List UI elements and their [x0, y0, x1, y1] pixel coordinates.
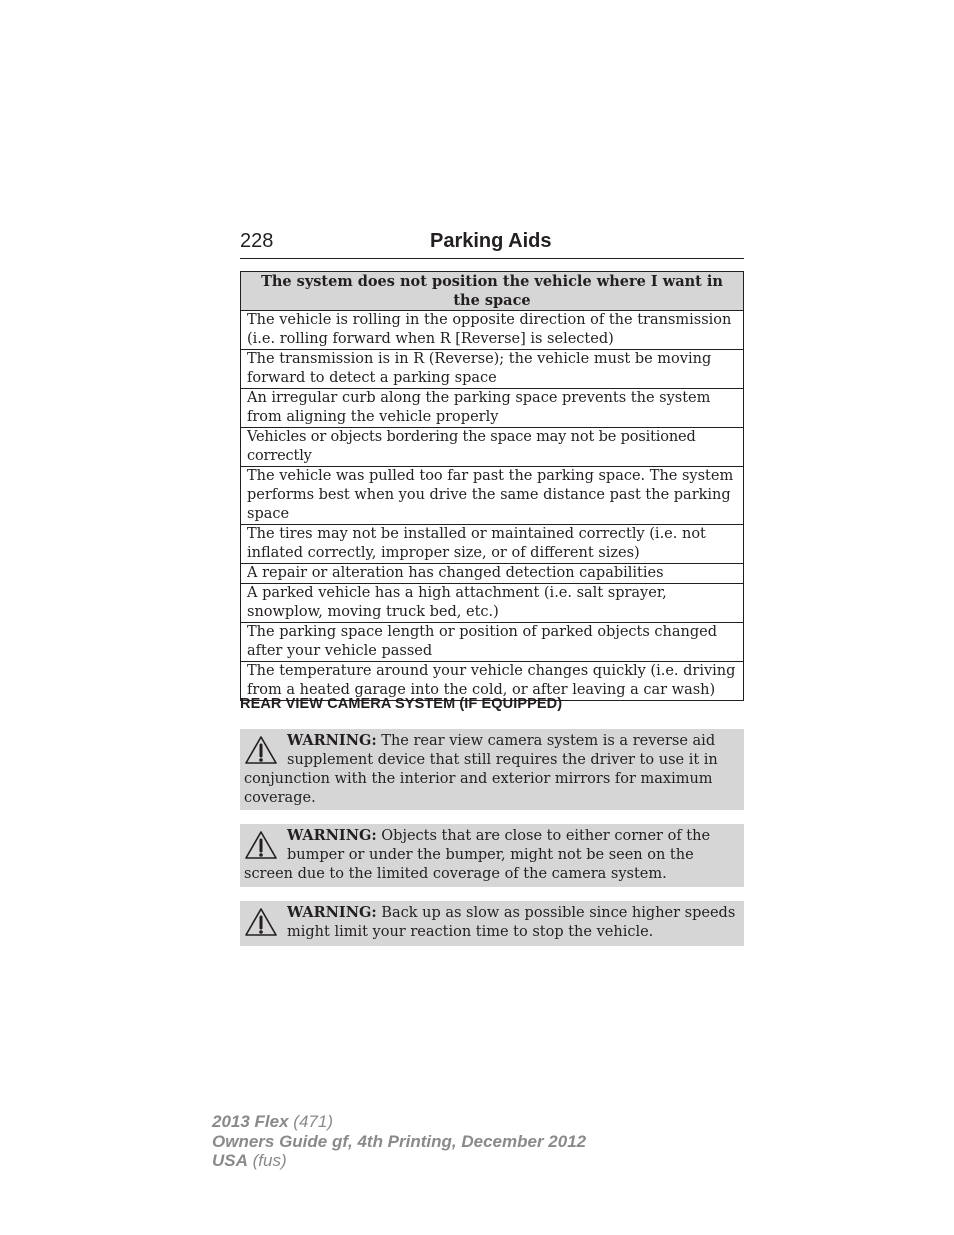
table-cell: The parking space length or position of parked objects changed after your vehicle passed	[241, 623, 744, 662]
footer-line	[212, 1132, 586, 1152]
warning-box	[240, 824, 744, 887]
footer-region-code: (fus)	[252, 1151, 287, 1170]
table-row	[241, 564, 744, 584]
table-cell: A repair or alteration has changed detection capabilities	[241, 564, 744, 584]
table-cell: An irregular curb along the parking space prevents the system from aligning the vehicle properly	[241, 389, 744, 428]
table-row	[241, 350, 744, 389]
warning-triangle-icon	[244, 830, 278, 860]
table-row	[241, 389, 744, 428]
troubleshooting-table	[240, 271, 744, 701]
table-cell: The tires may not be installed or maintained correctly (i.e. not inflated correctly, improper size, or of different sizes)	[241, 525, 744, 564]
table-cell: The vehicle was pulled too far past the parking space. The system performs best when you drive the same distance past the parking space	[241, 467, 744, 525]
warning-text: Objects that are close to either corner of the bumper or under the bumper, might not be seen on the screen due to the limited coverage of the camera system.	[244, 828, 711, 882]
footer-guide: Owners Guide gf, 4th Printing, December 2012	[212, 1131, 587, 1151]
table-row	[241, 623, 744, 662]
table-row	[241, 525, 744, 564]
warning-triangle-icon	[244, 907, 278, 937]
warning-text: The rear view camera system is a reverse aid supplement device that still requires the driver to use it in conjunction with the interior and exterior mirrors for maximum coverage.	[244, 733, 718, 806]
table-cell: A parked vehicle has a high attachment (i.e. salt sprayer, snowplow, moving truck bed, etc.)	[241, 584, 744, 623]
table-cell: The transmission is in R (Reverse); the vehicle must be moving forward to detect a parking space	[241, 350, 744, 389]
footer-model-code: (471)	[293, 1112, 333, 1131]
table-row	[241, 584, 744, 623]
footer-model: 2013 Flex	[212, 1112, 289, 1131]
table-row	[241, 311, 744, 350]
warning-label: WARNING:	[287, 827, 377, 844]
footer-line	[212, 1151, 586, 1171]
table-row	[241, 428, 744, 467]
page-number: 228	[240, 230, 274, 252]
table-heading: The system does not position the vehicle where I want in the space	[241, 272, 744, 311]
warning-box	[240, 901, 744, 946]
section-heading: REAR VIEW CAMERA SYSTEM (IF EQUIPPED)	[240, 696, 563, 712]
warning-triangle-icon	[244, 735, 278, 765]
warning-text: Back up as slow as possible since higher speeds might limit your reaction time to stop the vehicle.	[287, 905, 736, 940]
warning-label: WARNING:	[287, 904, 377, 921]
table-row	[241, 467, 744, 525]
footer-region: USA	[212, 1151, 248, 1170]
footer-line	[212, 1112, 586, 1132]
page-header	[240, 229, 744, 259]
page-footer	[212, 1112, 586, 1171]
table-cell: The temperature around your vehicle changes quickly (i.e. driving from a heated garage into the cold, or after leaving a car wash)	[241, 662, 744, 701]
table-cell: Vehicles or objects bordering the space may not be positioned correctly	[241, 428, 744, 467]
table-cell: The vehicle is rolling in the opposite direction of the transmission (i.e. rolling forward when R [Reverse] is selected)	[241, 311, 744, 350]
page-title: Parking Aids	[430, 230, 552, 252]
table-header-row	[241, 272, 744, 311]
warning-label: WARNING:	[287, 732, 377, 749]
warning-box	[240, 729, 744, 810]
